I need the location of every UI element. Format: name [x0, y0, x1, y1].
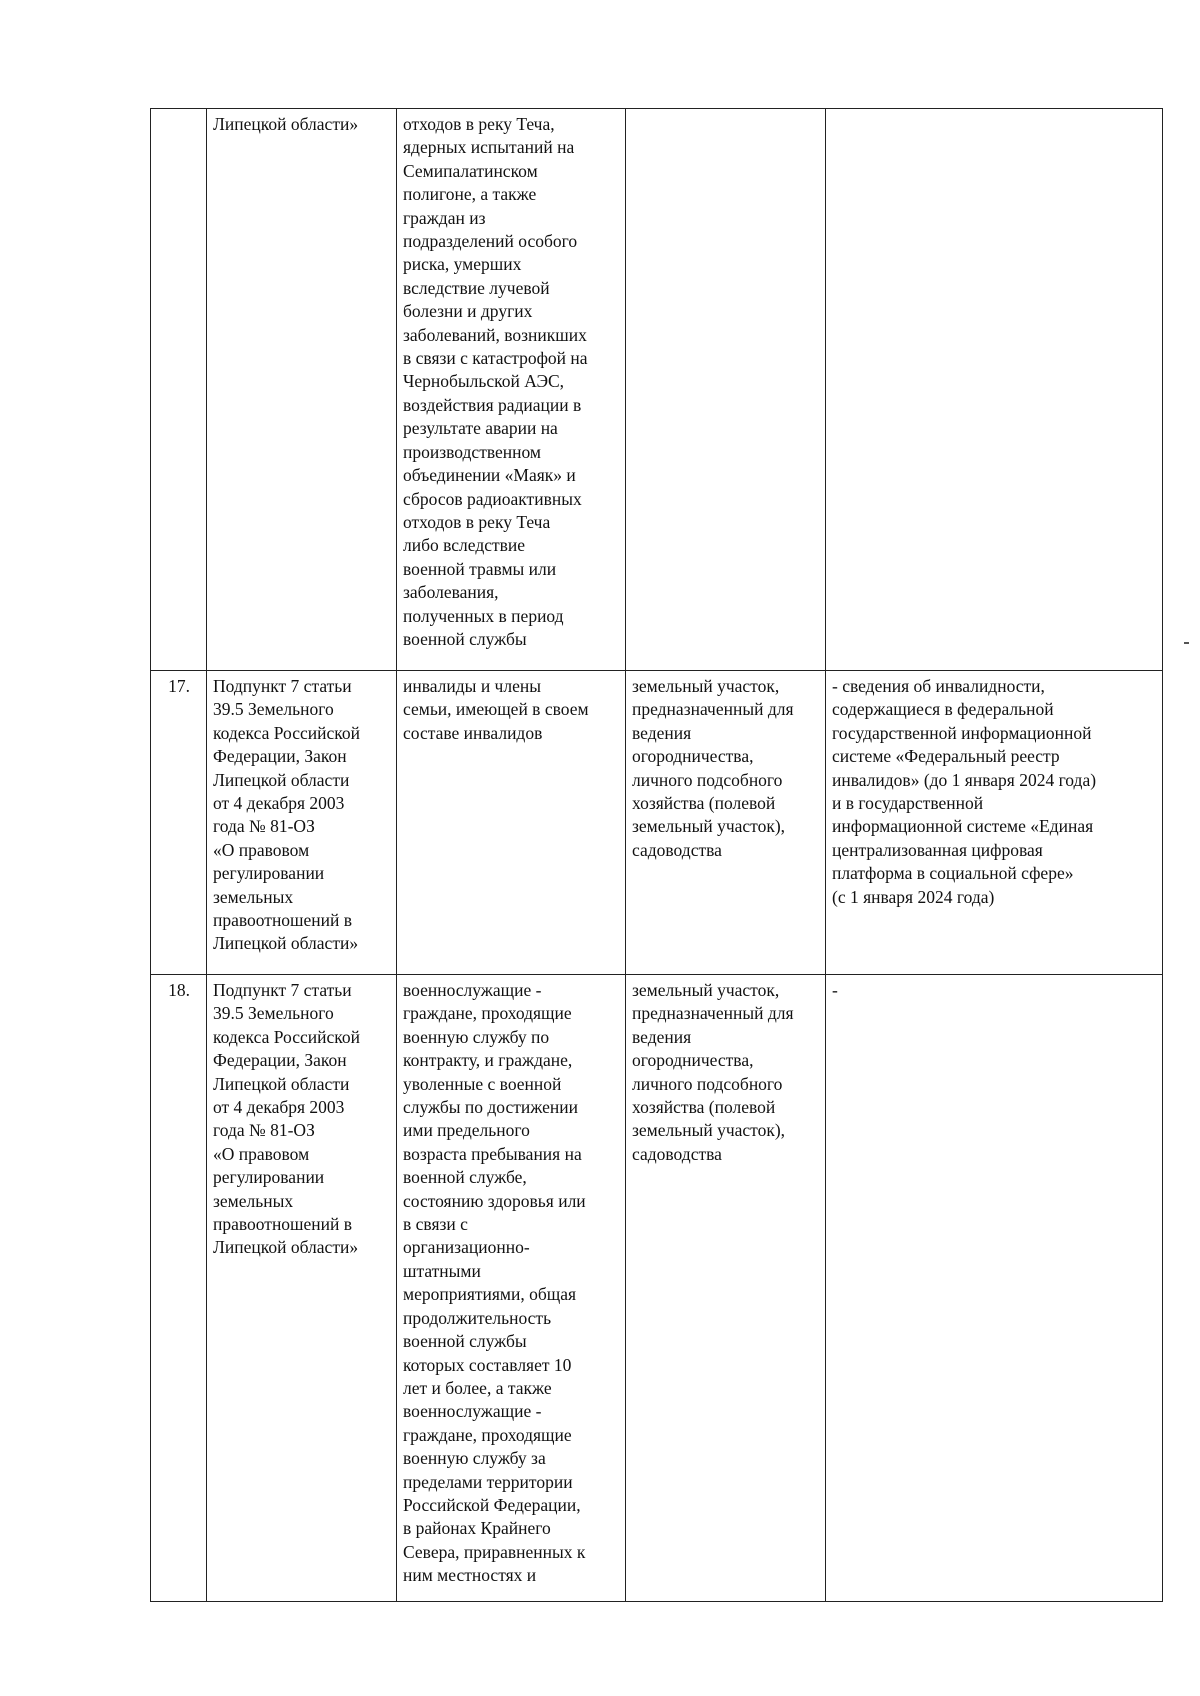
text-line: регулировании — [213, 1167, 325, 1188]
table-row — [151, 109, 1163, 671]
documents-cell — [826, 671, 1163, 975]
text-line: составе инвалидов — [403, 722, 543, 743]
text-line: предназначенный для — [632, 699, 794, 720]
text-line: Липецкой области — [213, 769, 350, 790]
text-line: правоотношений в — [213, 1214, 353, 1235]
text-line: результате аварии на — [403, 418, 558, 439]
text-line: правоотношений в — [213, 910, 353, 931]
text-line: в связи с катастрофой на — [403, 348, 588, 369]
text-line: централизованная цифровая — [832, 839, 1043, 860]
text-line: Федерации, Закон — [213, 1050, 347, 1071]
text-line: содержащиеся в федеральной — [832, 699, 1054, 720]
text-line: года № 81-ОЗ — [213, 1120, 315, 1141]
land-purpose-cell — [626, 109, 826, 671]
text-line: инвалиды и члены — [403, 676, 541, 696]
table-row — [151, 671, 1163, 975]
text-line: ими предельного — [403, 1120, 530, 1141]
text-line: военной службы — [403, 628, 527, 649]
text-line: отходов в реку Теча — [403, 511, 551, 532]
text-line: риска, умерших — [403, 254, 522, 275]
text-line: контракту, и граждане, — [403, 1050, 573, 1071]
text-line: Липецкой области» — [213, 1237, 359, 1258]
text-line: отходов в реку Теча, — [403, 114, 555, 134]
text-line: земельный участок, — [632, 676, 780, 696]
text-line: лет и более, а также — [403, 1377, 552, 1398]
text-line: военной службе, — [403, 1167, 527, 1188]
text-line: службы по достижении — [403, 1097, 578, 1118]
documents-cell — [826, 109, 1163, 671]
text-line: сбросов радиоактивных — [403, 488, 582, 509]
text-line: пределами территории — [403, 1471, 573, 1492]
text-line: Чернобыльской АЭС, — [403, 371, 565, 392]
text-line: либо вследствие — [403, 535, 526, 556]
text-line: «О правовом — [213, 1143, 310, 1164]
text-line: в районах Крайнего — [403, 1518, 551, 1539]
row-number-cell: 17. — [151, 671, 207, 975]
text-line: информационной системе «Единая — [832, 816, 1094, 837]
text-line: личного подсобного — [632, 769, 783, 790]
text-line: от 4 декабря 2003 — [213, 1097, 345, 1118]
text-line: земельный участок, — [632, 980, 780, 1000]
text-line: земельных — [213, 1190, 294, 1211]
text-line: и в государственной — [832, 793, 984, 814]
text-line: производственном — [403, 441, 542, 462]
text-line: военнослужащие - — [403, 980, 542, 1000]
text-line: Севера, приравненных к — [403, 1541, 586, 1562]
text-line: садоводства — [632, 839, 722, 860]
text-line: Российской Федерации, — [403, 1494, 581, 1515]
text-line: военнослужащие - — [403, 1401, 542, 1422]
land-purpose-cell — [626, 671, 826, 975]
text-line: 39.5 Земельного — [213, 1003, 334, 1024]
text-line: граждане, проходящие — [403, 1424, 572, 1445]
text-line: ним местностях и — [403, 1565, 537, 1586]
text-line: организационно- — [403, 1237, 530, 1258]
text-line: от 4 декабря 2003 — [213, 793, 345, 814]
text-line: объединении «Маяк» и — [403, 465, 576, 486]
text-line: огородничества, — [632, 746, 754, 767]
land-allocation-table — [150, 108, 1163, 1602]
text-line: семьи, имеющей в своем — [403, 699, 589, 720]
legal-basis-cell — [207, 671, 397, 975]
text-line: военную службу за — [403, 1448, 546, 1469]
text-line: ведения — [632, 1026, 692, 1047]
text-line: полученных в период — [403, 605, 564, 626]
text-line: - — [832, 980, 838, 1000]
table-row — [151, 975, 1163, 1602]
text-line: вследствие лучевой — [403, 277, 550, 298]
text-line: воздействия радиации в — [403, 394, 582, 415]
text-line: Семипалатинском — [403, 160, 538, 181]
text-line: возраста пребывания на — [403, 1143, 582, 1164]
text-line: уволенные с военной — [403, 1073, 562, 1094]
documents-cell — [826, 975, 1163, 1602]
text-line: штатными — [403, 1260, 481, 1281]
text-line: инвалидов» (до 1 января 2024 года) — [832, 769, 1097, 790]
text-line: платформа в социальной сфере» — [832, 863, 1074, 884]
text-line: военной травмы или — [403, 558, 557, 579]
text-line: военной службы — [403, 1331, 527, 1352]
text-line: кодекса Российской — [213, 722, 360, 743]
citizen-category-cell — [397, 975, 626, 1602]
text-line: года № 81-ОЗ — [213, 816, 315, 837]
text-line: Подпункт 7 статьи — [213, 980, 352, 1000]
text-line: земельный участок), — [632, 1120, 786, 1141]
legal-basis-cell: Липецкой области» — [207, 109, 397, 671]
text-line: состоянию здоровья или — [403, 1190, 586, 1211]
text-line: военную службу по — [403, 1026, 550, 1047]
text-line: мероприятиями, общая — [403, 1284, 577, 1305]
row-number-cell: 18. — [151, 975, 207, 1602]
text-line: хозяйства (полевой — [632, 1097, 776, 1118]
text-line: Липецкой области» — [213, 933, 359, 954]
text-line: «О правовом — [213, 839, 310, 860]
text-line: 39.5 Земельного — [213, 699, 334, 720]
text-line: заболеваний, возникших — [403, 324, 587, 345]
text-line: кодекса Российской — [213, 1026, 360, 1047]
text-line: которых составляет 10 — [403, 1354, 572, 1375]
text-line: государственной информационной — [832, 722, 1092, 743]
text-line: продолжительность — [403, 1307, 552, 1328]
text-line: Федерации, Закон — [213, 746, 347, 767]
text-line: регулировании — [213, 863, 325, 884]
text-line: подразделений особого — [403, 231, 578, 252]
citizen-category-cell — [397, 109, 626, 671]
text-line: Подпункт 7 статьи — [213, 676, 352, 696]
text-line: ядерных испытаний на — [403, 137, 575, 158]
text-line: заболевания, — [403, 582, 499, 603]
text-line: граждане, проходящие — [403, 1003, 572, 1024]
text-line: садоводства — [632, 1143, 722, 1164]
text-line: Липецкой области — [213, 1073, 350, 1094]
text-line: огородничества, — [632, 1050, 754, 1071]
text-line: системе «Федеральный реестр — [832, 746, 1060, 767]
text-line: граждан из — [403, 207, 486, 228]
text-line: в связи с — [403, 1214, 468, 1235]
legal-basis-cell — [207, 975, 397, 1602]
text-line: полигоне, а также — [403, 184, 537, 205]
land-purpose-cell — [626, 975, 826, 1602]
text-line: земельный участок), — [632, 816, 786, 837]
text-line: земельных — [213, 886, 294, 907]
citizen-category-cell — [397, 671, 626, 975]
scan-mark — [1184, 642, 1189, 644]
text-line: предназначенный для — [632, 1003, 794, 1024]
text-line: болезни и других — [403, 301, 533, 322]
text-line: (с 1 января 2024 года) — [832, 886, 995, 907]
text-line: ведения — [632, 722, 692, 743]
text-line: хозяйства (полевой — [632, 793, 776, 814]
row-number-cell — [151, 109, 207, 671]
text-line: - сведения об инвалидности, — [832, 676, 1045, 696]
text-line: личного подсобного — [632, 1073, 783, 1094]
